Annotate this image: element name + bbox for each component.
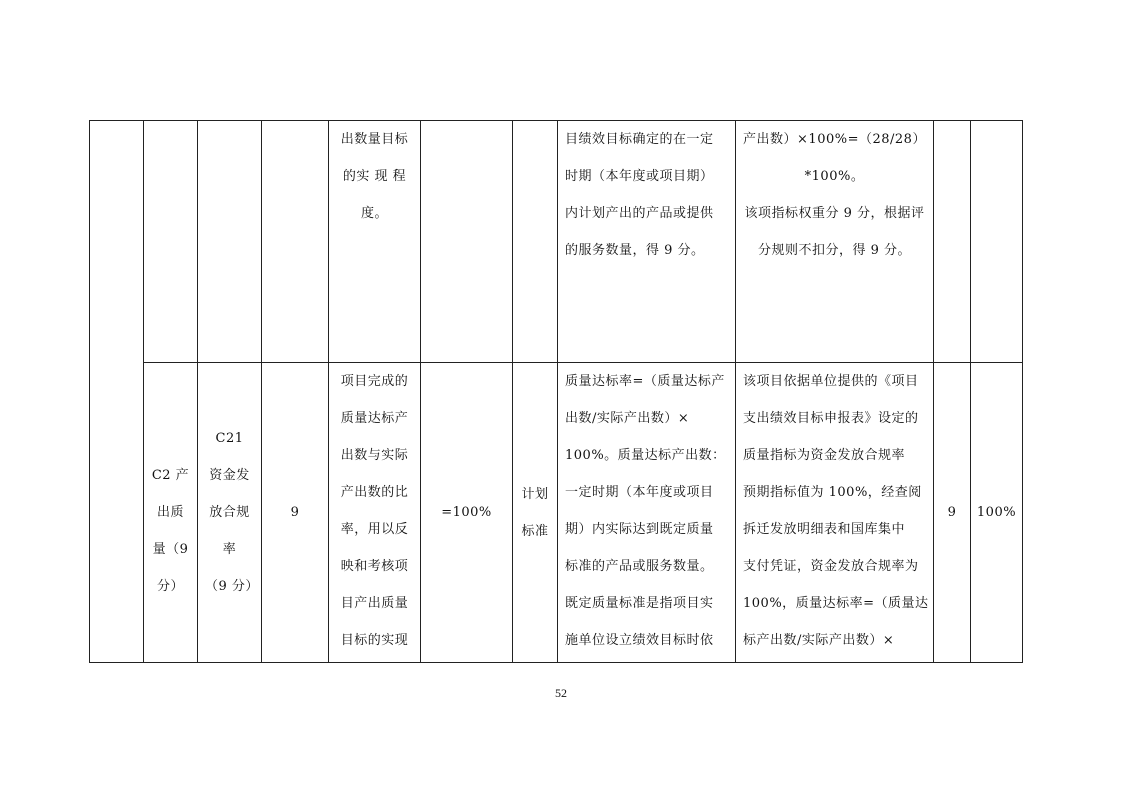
text-line: 项目完成的 xyxy=(340,374,409,389)
primary-indicator-cell xyxy=(90,121,144,663)
weight-cell xyxy=(262,363,329,663)
score-cell xyxy=(934,121,971,363)
weight-cell xyxy=(262,121,329,363)
text-line: 出质 xyxy=(156,504,184,520)
text-line: 时期（本年度或项目期） xyxy=(565,169,714,184)
score-value: 9 xyxy=(947,505,957,520)
text-line: 映和考核项 xyxy=(340,559,409,574)
text-line: 该项目依据单位提供的《项目 xyxy=(743,374,919,389)
text-line: 产出数）×100%=（28/28） xyxy=(743,132,926,147)
text-line: 质量达标率=（质量达标产 xyxy=(565,374,725,389)
text-line: *100%。 xyxy=(804,169,865,184)
text-line: C2 产 xyxy=(151,467,190,483)
text-line: 出数与实际 xyxy=(340,448,409,463)
text-line: （9 分） xyxy=(205,579,259,594)
text-line: 期）内实际达到既定质量 xyxy=(565,522,714,537)
table-row xyxy=(90,121,1023,363)
text-line: 标产出数/实际产出数）× xyxy=(743,633,895,648)
evaluation-table xyxy=(89,120,1023,663)
text-line: 质量达标产 xyxy=(340,411,409,426)
text-line: 的服务数量，得 9 分。 xyxy=(565,243,705,258)
completion-rate-cell xyxy=(971,121,1023,363)
scoring-basis-cell xyxy=(736,121,934,363)
text-line: C21 xyxy=(215,431,244,446)
text-line: 分规则不扣分，得 9 分。 xyxy=(757,243,912,258)
text-line: 支付凭证，资金发放合规率为 xyxy=(743,559,919,574)
text-line: 标准的产品或服务数量。 xyxy=(565,559,714,574)
text-line: 预期指标值为 100%，经查阅 xyxy=(743,485,922,500)
text-line: 目绩效目标确定的在一定 xyxy=(565,132,714,147)
text-line: 率 xyxy=(222,542,237,557)
text-line: 内计划产出的产品或提供 xyxy=(565,206,714,221)
text-line: 100%。质量达标产出数： xyxy=(565,448,726,463)
text-line: 量（9 xyxy=(152,541,189,557)
text-line: 计划 xyxy=(521,486,549,502)
text-line: 的实 现 程 xyxy=(342,169,407,184)
tertiary-indicator-cell xyxy=(198,121,262,363)
completion-rate-value: 100% xyxy=(976,505,1017,520)
scoring-standard-cell xyxy=(558,121,736,363)
secondary-indicator-cell xyxy=(144,121,198,363)
target-value-cell xyxy=(421,363,513,663)
text-line: 产出数的比 xyxy=(340,485,409,500)
scoring-basis-cell xyxy=(736,363,934,663)
tertiary-indicator-cell xyxy=(198,363,262,663)
standard-type-cell xyxy=(513,121,558,363)
secondary-indicator-cell xyxy=(144,363,198,663)
text-line: 分） xyxy=(156,578,184,594)
weight-value: 9 xyxy=(290,505,300,520)
text-line: 该项指标权重分 9 分，根据评 xyxy=(744,206,925,221)
text-line: 目标的实现 xyxy=(340,633,409,648)
text-line: 施单位设立绩效目标时依 xyxy=(565,633,714,648)
text-line: 出数量目标 xyxy=(340,132,409,147)
text-line: 既定质量标准是指项目实 xyxy=(565,596,714,611)
standard-type-cell xyxy=(513,363,558,663)
text-line: 出数/实际产出数）× xyxy=(565,411,690,426)
text-line: 率，用以反 xyxy=(340,522,409,537)
indicator-explanation-cell xyxy=(329,363,421,663)
text-line: 质量指标为资金发放合规率 xyxy=(743,448,906,463)
target-value-cell xyxy=(421,121,513,363)
text-line: 支出绩效目标申报表》设定的 xyxy=(743,411,919,426)
completion-rate-cell xyxy=(971,363,1023,663)
text-line: 放合规 xyxy=(209,505,250,520)
table-row xyxy=(90,363,1023,663)
text-line: 资金发 xyxy=(209,468,250,483)
target-value: =100% xyxy=(441,505,492,520)
text-line: 100%，质量达标率=（质量达 xyxy=(743,596,929,611)
score-cell xyxy=(934,363,971,663)
scoring-standard-cell xyxy=(558,363,736,663)
text-line: 度。 xyxy=(360,206,388,221)
text-line: 标准 xyxy=(521,523,549,539)
text-line: 一定时期（本年度或项目 xyxy=(565,485,714,500)
page-number: 52 xyxy=(555,686,567,700)
indicator-explanation-cell xyxy=(329,121,421,363)
text-line: 拆迁发放明细表和国库集中 xyxy=(743,522,906,537)
text-line: 目产出质量 xyxy=(340,596,409,611)
